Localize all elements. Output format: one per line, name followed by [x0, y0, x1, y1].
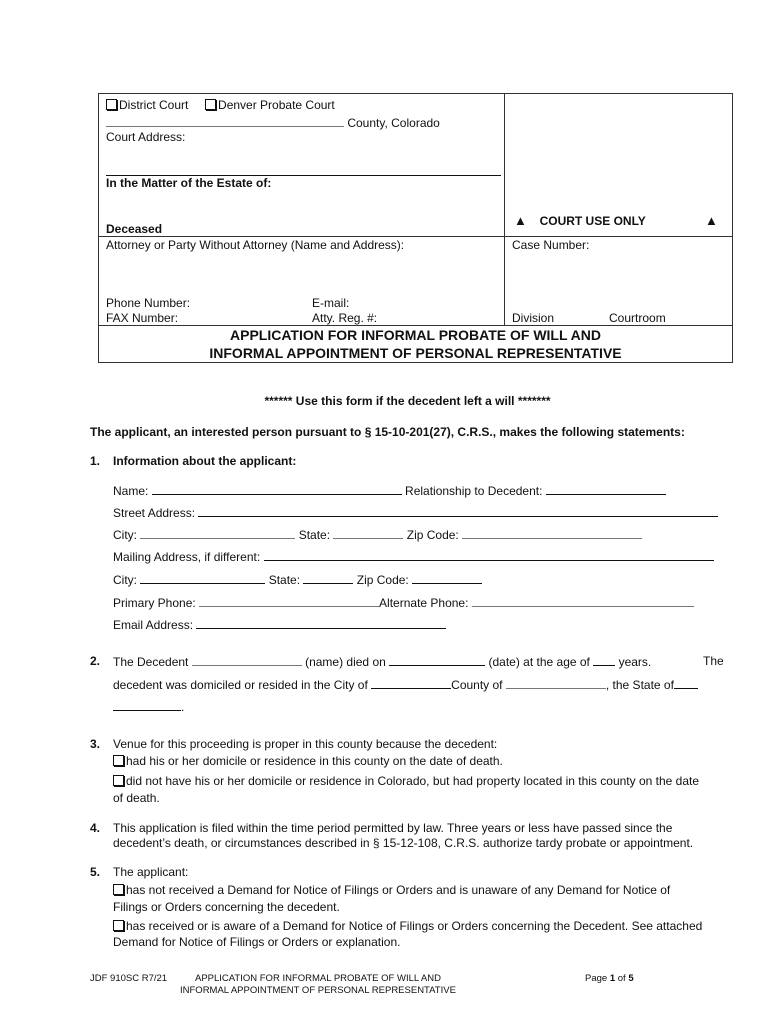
- domicile-county-label: County of: [451, 678, 503, 692]
- domicile-state-field[interactable]: [674, 677, 698, 689]
- venue-option-2-label: did not have his or her domicile or residence in Colorado, but had property located in this county on the date: [126, 774, 700, 788]
- years-label: years.: [618, 655, 652, 669]
- city-field[interactable]: [140, 527, 295, 539]
- name-label: Name:: [113, 484, 149, 498]
- county-field[interactable]: [106, 115, 344, 127]
- zip-label: Zip Code:: [406, 528, 459, 542]
- city-row: [113, 527, 642, 542]
- alternate-phone-label: Alternate Phone:: [379, 596, 469, 610]
- attorney-label: Attorney or Party Without Attorney (Name and Address):: [106, 238, 405, 252]
- domicile-state-label: , the State of: [605, 678, 674, 692]
- domicile-state-field-cont[interactable]: [113, 699, 181, 711]
- court-use-only-label: COURT USE ONLY: [539, 214, 646, 228]
- court-address-label: Court Address:: [106, 130, 186, 144]
- courtroom-label: Courtroom: [609, 311, 666, 325]
- domicile-city-label: decedent was domiciled or resided in the City of: [113, 678, 368, 692]
- name-row: [113, 483, 666, 498]
- venue-option-1-label: had his or her domicile or residence in this county on the date of death.: [126, 754, 503, 768]
- matter-of-estate-label: In the Matter of the Estate of:: [106, 176, 272, 190]
- phone-label: Phone Number:: [106, 296, 191, 310]
- court-use-only: [514, 213, 646, 228]
- email-address-field[interactable]: [196, 617, 446, 629]
- section-1-heading: Information about the applicant:: [113, 454, 297, 468]
- age-label: (date) at the age of: [488, 655, 590, 669]
- county-label: County, Colorado: [347, 116, 440, 130]
- demand-option-2-checkbox[interactable]: [113, 920, 124, 931]
- page-label: Page: [585, 973, 608, 984]
- demand-option-1-checkbox[interactable]: [113, 884, 124, 895]
- decedent-label: The Decedent: [113, 655, 189, 669]
- venue-option-2-cont: of death.: [113, 791, 160, 805]
- deceased-label: Deceased: [106, 222, 163, 236]
- case-number-label: Case Number:: [512, 238, 590, 252]
- district-court-checkbox[interactable]: [106, 99, 117, 110]
- relationship-label: Relationship to Decedent:: [405, 484, 543, 498]
- mailing-state-field[interactable]: [303, 572, 353, 584]
- mailing-city-row: [113, 572, 482, 587]
- of-label: of: [617, 973, 626, 984]
- name-field[interactable]: [152, 483, 402, 495]
- relationship-field[interactable]: [546, 483, 666, 495]
- section-2-line3: [113, 699, 184, 714]
- section-3-text: Venue for this proceeding is proper in this county because the decedent:: [113, 737, 498, 751]
- mailing-state-label: State:: [268, 573, 301, 587]
- section-4-line2: decedent’s death, or circumstances described in § 15-12-108, C.R.S. authorize tardy probate or appointment.: [113, 836, 694, 850]
- section-2-line1: [113, 654, 651, 669]
- page-total: 5: [628, 973, 634, 984]
- footer-form-id: JDF 910SC R7/21: [90, 973, 168, 984]
- mailing-zip-label: Zip Code:: [356, 573, 409, 587]
- mailing-city-field[interactable]: [140, 572, 265, 584]
- caption-divider-title: [98, 325, 733, 326]
- demand-option-1-label: has not received a Demand for Notice of Filings or Orders and is unaware of any Demand for Notice of: [126, 883, 671, 897]
- email-label: E-mail:: [312, 296, 350, 310]
- domicile-city-field[interactable]: [371, 677, 451, 689]
- age-field[interactable]: [593, 654, 615, 666]
- section-1-number: 1.: [90, 454, 101, 468]
- demand-option-1-cont: Filings or Orders concerning the decedent.: [113, 900, 340, 914]
- venue-option-2-checkbox[interactable]: [113, 775, 124, 786]
- notice-text: ****** Use this form if the decedent left a will *******: [264, 394, 551, 408]
- primary-phone-label: Primary Phone:: [113, 596, 196, 610]
- triangle-up-icon: ▲: [705, 213, 718, 228]
- page-current: 1: [609, 973, 616, 984]
- decedent-name-field[interactable]: [192, 654, 302, 666]
- section-5-text: The applicant:: [113, 865, 189, 879]
- alternate-phone-field[interactable]: [472, 595, 694, 607]
- street-label: Street Address:: [113, 506, 196, 520]
- venue-option-1: [113, 754, 503, 768]
- section-4-number: 4.: [90, 821, 101, 835]
- mailing-field[interactable]: [264, 549, 714, 561]
- demand-option-2: [113, 919, 702, 933]
- mailing-row: [113, 549, 714, 564]
- form-title-line1: APPLICATION FOR INFORMAL PROBATE OF WILL AND: [230, 327, 601, 343]
- section-2-line2: [113, 677, 698, 692]
- zip-field[interactable]: [462, 527, 642, 539]
- primary-phone-field[interactable]: [199, 595, 379, 607]
- denver-probate-label: Denver Probate Court: [218, 98, 335, 112]
- street-field[interactable]: [198, 505, 718, 517]
- footer-title-line2: INFORMAL APPOINTMENT OF PERSONAL REPRESENTATIVE: [180, 985, 456, 996]
- city-label: City:: [113, 528, 137, 542]
- caption-divider-vertical: [504, 93, 505, 325]
- mailing-zip-field[interactable]: [412, 572, 482, 584]
- atty-reg-label: Atty. Reg. #:: [312, 311, 378, 325]
- domicile-county-field[interactable]: [506, 677, 606, 689]
- section-2-number: 2.: [90, 654, 101, 668]
- triangle-up-icon: ▲: [514, 213, 527, 228]
- email-address-label: Email Address:: [113, 618, 194, 632]
- the-label: The: [703, 654, 724, 668]
- email-row: [113, 617, 446, 632]
- section-3-number: 3.: [90, 737, 101, 751]
- county-row: [106, 115, 440, 130]
- caption-divider-attorney: [98, 236, 733, 237]
- date-of-death-field[interactable]: [389, 654, 485, 666]
- venue-option-1-checkbox[interactable]: [113, 755, 124, 766]
- venue-option-2: [113, 774, 699, 788]
- street-row: [113, 505, 718, 520]
- fax-label: FAX Number:: [106, 311, 179, 325]
- form-title-line2: INFORMAL APPOINTMENT OF PERSONAL REPRESENTATIVE: [209, 345, 622, 361]
- period-label: .: [181, 700, 185, 714]
- state-field[interactable]: [333, 527, 403, 539]
- intro-text: The applicant, an interested person pursuant to § 15-10-201(27), C.R.S., makes the following statements:: [90, 425, 685, 439]
- phone-row: [113, 595, 694, 610]
- denver-probate-checkbox[interactable]: [205, 99, 216, 110]
- mailing-city-label: City:: [113, 573, 137, 587]
- mailing-label: Mailing Address, if different:: [113, 550, 261, 564]
- district-court-label: District Court: [119, 98, 189, 112]
- footer-page-number: [585, 973, 634, 984]
- demand-option-1: [113, 883, 670, 897]
- section-4-line1: This application is filed within the time period permitted by law. Three years or less have passed since the: [113, 821, 673, 835]
- died-on-label: (name) died on: [305, 655, 386, 669]
- division-label: Division: [512, 311, 555, 325]
- footer-title-line1: APPLICATION FOR INFORMAL PROBATE OF WILL AND: [195, 973, 441, 984]
- section-5-number: 5.: [90, 865, 101, 879]
- state-label: State:: [298, 528, 331, 542]
- demand-option-2-label: has received or is aware of a Demand for Notice of Filings or Orders concerning the Decedent. See attached: [126, 919, 703, 933]
- demand-option-2-cont: Demand for Notice of Filings or Orders or explanation.: [113, 935, 401, 949]
- court-selection-row: [106, 98, 335, 112]
